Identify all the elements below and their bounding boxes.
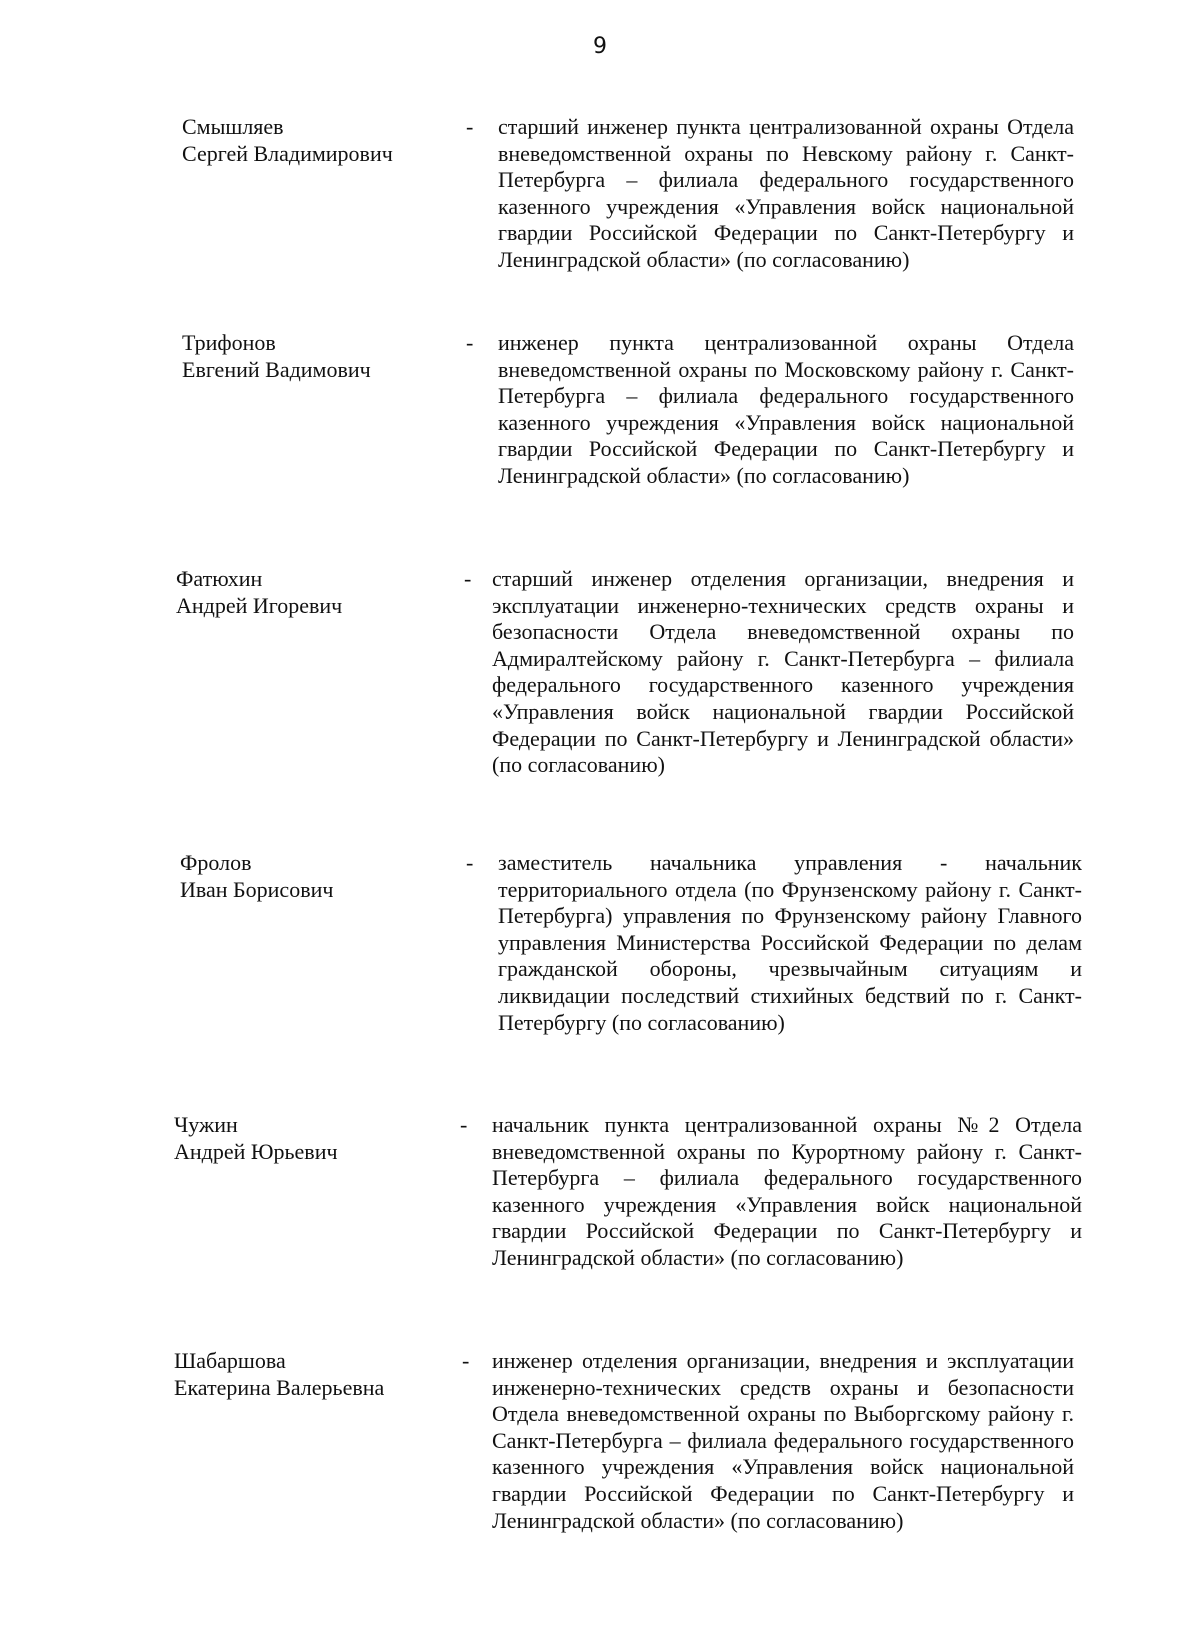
member-given-names: Андрей Игоревич	[176, 592, 343, 618]
separator-dash: -	[464, 566, 472, 591]
member-name	[176, 566, 436, 619]
separator-dash: -	[466, 330, 474, 355]
member-position: заместитель начальника управления - начальник территориального отдела (по Фрунзенскому району г. Санкт-Петербурга) управления по Фрунзенскому району Главного управления Министерства Российской Федерации по делам гражданской обороны, чрезвычайным ситуациям и ликвидации последствий стихийных бедствий по г. Санкт-Петербургу (по согласованию)	[498, 850, 1082, 1035]
member-name	[182, 114, 442, 167]
member-position: инженер пункта централизованной охраны Отдела вневедомственной охраны по Московскому району г. Санкт-Петербурга – филиала федерального государственного казенного учреждения «Управления войск национальной гвардии Российской Федерации по Санкт-Петербургу и Ленинградской области» (по согласованию)	[498, 330, 1074, 488]
member-given-names: Екатерина Валерьевна	[174, 1374, 385, 1400]
member-surname: Фролов	[180, 850, 252, 875]
separator-dash: -	[460, 1112, 468, 1137]
member-position: инженер отделения организации, внедрения и эксплуатации инженерно-технических средств охраны и безопасности Отдела вневедомственной охраны по Выборгскому району г. Санкт-Петербурга – филиала федерального государственного казенного учреждения «Управления войск национальной гвардии Российской Федерации по Санкт-Петербургу и Ленинградской области» (по согласованию)	[492, 1348, 1074, 1533]
member-surname: Трифонов	[182, 330, 276, 355]
member-given-names: Андрей Юрьевич	[174, 1138, 338, 1164]
member-surname: Шабаршова	[174, 1348, 286, 1373]
member-surname: Смышляев	[182, 114, 284, 139]
separator-dash: -	[466, 114, 474, 139]
member-position: старший инженер отделения организации, внедрения и эксплуатации инженерно-технических средств охраны и безопасности Отдела вневедомственной охраны по Адмиралтейскому району г. Санкт-Петербурга – филиала федерального государственного казенного учреждения «Управления войск национальной гвардии Российской Федерации по Санкт-Петербургу и Ленинградской области» (по согласованию)	[492, 566, 1074, 778]
member-given-names: Евгений Вадимович	[182, 356, 371, 382]
member-name	[182, 330, 442, 383]
separator-dash: -	[466, 850, 474, 875]
separator-dash: -	[462, 1348, 470, 1373]
member-given-names: Иван Борисович	[180, 876, 334, 902]
member-position: старший инженер пункта централизованной охраны Отдела вневедомственной охраны по Невскому району г. Санкт-Петербурга – филиала федерального государственного казенного учреждения «Управления войск национальной гвардии Российской Федерации по Санкт-Петербургу и Ленинградской области» (по согласованию)	[498, 114, 1074, 272]
page-number: 9	[593, 34, 607, 59]
member-surname: Чужин	[174, 1112, 238, 1137]
member-surname: Фатюхин	[176, 566, 263, 591]
member-given-names: Сергей Владимирович	[182, 140, 393, 166]
member-name	[180, 850, 440, 903]
member-name	[174, 1112, 434, 1165]
member-position: начальник пункта централизованной охраны №2 Отдела вневедомственной охраны по Курортному району г. Санкт-Петербурга – филиала федерального государственного казенного учреждения «Управления войск национальной гвардии Российской Федерации по Санкт-Петербургу и Ленинградской области» (по согласованию)	[492, 1112, 1082, 1270]
member-name	[174, 1348, 434, 1401]
